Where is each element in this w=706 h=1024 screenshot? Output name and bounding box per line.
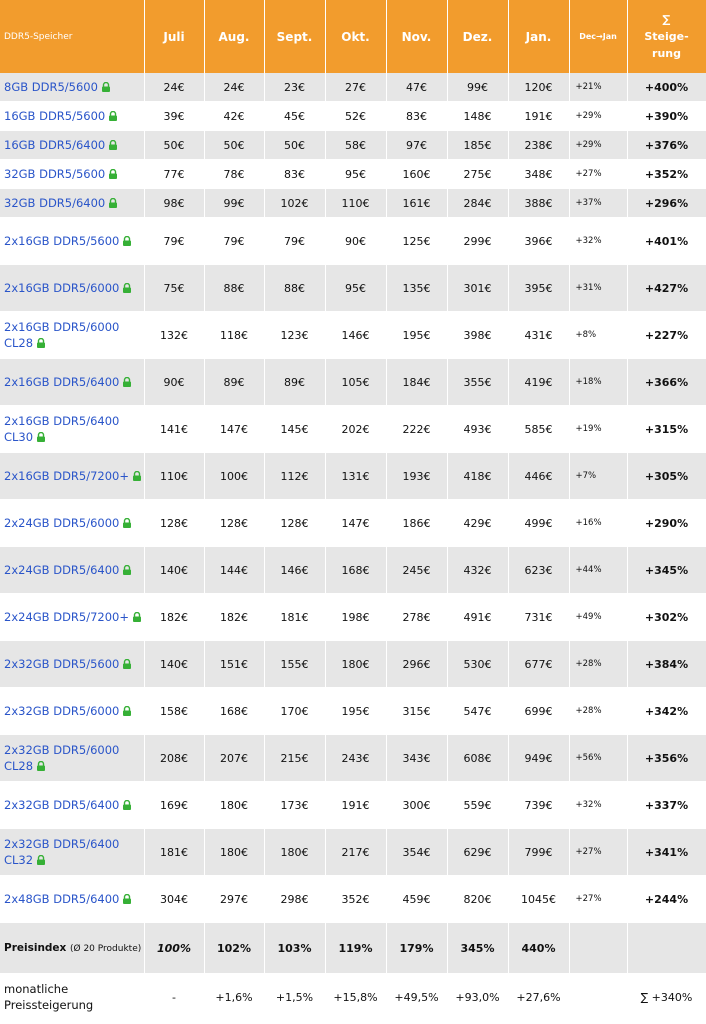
price-cell: 215€ <box>264 735 325 782</box>
price-cell: 180€ <box>325 641 386 688</box>
product-link[interactable]: 2x16GB DDR5/7200+ <box>4 468 130 483</box>
product-link[interactable]: 2x32GB DDR5/6000 CL28 <box>4 742 120 773</box>
price-cell: 677€ <box>508 641 569 688</box>
price-cell: 50€ <box>264 131 325 160</box>
total-increase-cell: +227% <box>627 312 706 359</box>
price-cell: 47€ <box>386 73 447 102</box>
price-cell: 184€ <box>386 359 447 406</box>
price-index-label: Preisindex <box>4 942 67 954</box>
header-month: Nov. <box>386 0 447 73</box>
price-cell: 297€ <box>204 876 264 923</box>
price-index-value: 103% <box>264 923 325 974</box>
total-increase-cell: +352% <box>627 160 706 189</box>
price-cell: 799€ <box>508 829 569 876</box>
price-cell: 100€ <box>204 453 264 500</box>
price-cell: 180€ <box>204 829 264 876</box>
price-cell: 147€ <box>204 406 264 453</box>
price-index-value: 345% <box>447 923 508 974</box>
price-cell: 169€ <box>144 782 204 829</box>
price-cell: 432€ <box>447 547 508 594</box>
price-cell: 949€ <box>508 735 569 782</box>
price-cell: 125€ <box>386 218 447 265</box>
total-increase-cell: +305% <box>627 453 706 500</box>
price-cell: 135€ <box>386 265 447 312</box>
lock-icon <box>122 234 132 250</box>
price-cell: 170€ <box>264 688 325 735</box>
table-header-row <box>0 0 706 73</box>
table-row <box>0 102 706 131</box>
price-cell: 168€ <box>204 688 264 735</box>
product-link[interactable]: 2x32GB DDR5/6000 <box>4 703 120 718</box>
price-cell: 50€ <box>204 131 264 160</box>
lock-icon <box>122 563 132 579</box>
header-product: DDR5-Speicher <box>0 0 144 73</box>
price-cell: 128€ <box>204 500 264 547</box>
price-cell: 24€ <box>144 73 204 102</box>
price-cell: 419€ <box>508 359 569 406</box>
total-increase-cell: +400% <box>627 73 706 102</box>
product-cell <box>0 312 144 359</box>
product-link[interactable]: 32GB DDR5/5600 <box>4 166 106 181</box>
price-cell: 629€ <box>447 829 508 876</box>
price-index-label-cell <box>0 923 144 974</box>
table-row <box>0 500 706 547</box>
dec-jan-cell: +21% <box>569 73 627 102</box>
header-month: Jan. <box>508 0 569 73</box>
monthly-increase-label: monatliche Preissteigerung <box>0 974 144 1021</box>
price-cell: 493€ <box>447 406 508 453</box>
lock-icon <box>122 892 132 908</box>
lock-icon <box>36 336 46 352</box>
price-cell: 173€ <box>264 782 325 829</box>
price-cell: 99€ <box>204 189 264 218</box>
price-cell: 238€ <box>508 131 569 160</box>
price-cell: 144€ <box>204 547 264 594</box>
dec-jan-cell: +27% <box>569 829 627 876</box>
price-cell: 195€ <box>386 312 447 359</box>
price-cell: 132€ <box>144 312 204 359</box>
header-month: Aug. <box>204 0 264 73</box>
price-cell: 155€ <box>264 641 325 688</box>
price-cell: 348€ <box>508 160 569 189</box>
monthly-increase-value: +27,6% <box>508 974 569 1021</box>
price-index-value: 100% <box>144 923 204 974</box>
price-cell: 140€ <box>144 641 204 688</box>
monthly-increase-row <box>0 974 706 1021</box>
lock-icon <box>122 516 132 532</box>
product-cell <box>0 73 144 102</box>
price-cell: 131€ <box>325 453 386 500</box>
price-cell: 128€ <box>144 500 204 547</box>
price-cell: 429€ <box>447 500 508 547</box>
price-cell: 222€ <box>386 406 447 453</box>
price-cell: 97€ <box>386 131 447 160</box>
price-cell: 112€ <box>264 453 325 500</box>
lock-icon <box>108 138 118 154</box>
price-cell: 58€ <box>325 131 386 160</box>
dec-jan-cell: +49% <box>569 594 627 641</box>
total-increase-cell: +342% <box>627 688 706 735</box>
price-index-value: 102% <box>204 923 264 974</box>
lock-icon <box>101 80 111 96</box>
price-cell: 547€ <box>447 688 508 735</box>
price-cell: 146€ <box>325 312 386 359</box>
monthly-increase-value: +1,6% <box>204 974 264 1021</box>
product-cell <box>0 265 144 312</box>
product-link[interactable]: 2x32GB DDR5/6400 CL32 <box>4 836 120 867</box>
table-row <box>0 406 706 453</box>
lock-icon <box>122 704 132 720</box>
price-cell: 79€ <box>144 218 204 265</box>
price-cell: 191€ <box>325 782 386 829</box>
price-cell: 354€ <box>386 829 447 876</box>
product-cell <box>0 453 144 500</box>
table-row <box>0 453 706 500</box>
price-cell: 23€ <box>264 73 325 102</box>
product-link[interactable]: 2x24GB DDR5/7200+ <box>4 609 130 624</box>
dec-jan-cell: +44% <box>569 547 627 594</box>
price-cell: 39€ <box>144 102 204 131</box>
dec-jan-cell: +28% <box>569 688 627 735</box>
price-cell: 491€ <box>447 594 508 641</box>
price-cell: 90€ <box>144 359 204 406</box>
table-row <box>0 73 706 102</box>
sum-symbol: ∑ <box>662 13 671 26</box>
price-cell: 355€ <box>447 359 508 406</box>
total-increase-cell: +401% <box>627 218 706 265</box>
price-cell: 623€ <box>508 547 569 594</box>
empty-cell <box>569 923 627 974</box>
total-increase-cell: +427% <box>627 265 706 312</box>
table-row <box>0 218 706 265</box>
empty-cell <box>627 923 706 974</box>
lock-icon <box>36 759 46 775</box>
price-cell: 83€ <box>264 160 325 189</box>
product-link[interactable]: 2x32GB DDR5/5600 <box>4 656 120 671</box>
price-cell: 185€ <box>447 131 508 160</box>
product-link[interactable]: 2x48GB DDR5/6400 <box>4 891 120 906</box>
total-increase-cell: +376% <box>627 131 706 160</box>
dec-jan-cell: +31% <box>569 265 627 312</box>
price-cell: 75€ <box>144 265 204 312</box>
dec-jan-cell: +29% <box>569 102 627 131</box>
price-cell: 98€ <box>144 189 204 218</box>
dec-jan-cell: +18% <box>569 359 627 406</box>
total-increase-cell: +244% <box>627 876 706 923</box>
price-cell: 217€ <box>325 829 386 876</box>
table-row <box>0 160 706 189</box>
product-link[interactable]: 2x16GB DDR5/6000 CL28 <box>4 319 120 350</box>
price-cell: 186€ <box>386 500 447 547</box>
price-cell: 79€ <box>264 218 325 265</box>
price-cell: 699€ <box>508 688 569 735</box>
price-index-value: 179% <box>386 923 447 974</box>
price-cell: 315€ <box>386 688 447 735</box>
price-cell: 395€ <box>508 265 569 312</box>
price-cell: 459€ <box>386 876 447 923</box>
product-cell <box>0 131 144 160</box>
price-cell: 77€ <box>144 160 204 189</box>
price-cell: 161€ <box>386 189 447 218</box>
product-link[interactable]: 8GB DDR5/5600 <box>4 79 98 94</box>
lock-icon <box>108 167 118 183</box>
price-cell: 193€ <box>386 453 447 500</box>
dec-jan-cell: +27% <box>569 876 627 923</box>
table-row <box>0 782 706 829</box>
dec-jan-cell: +28% <box>569 641 627 688</box>
price-cell: 207€ <box>204 735 264 782</box>
price-index-value: 119% <box>325 923 386 974</box>
price-cell: 180€ <box>204 782 264 829</box>
price-index-note: (Ø 20 Produkte) <box>70 944 142 954</box>
product-cell <box>0 547 144 594</box>
dec-jan-cell: +37% <box>569 189 627 218</box>
product-cell <box>0 218 144 265</box>
product-cell <box>0 688 144 735</box>
price-cell: 298€ <box>264 876 325 923</box>
total-increase-cell: +341% <box>627 829 706 876</box>
product-cell <box>0 829 144 876</box>
lock-icon <box>108 196 118 212</box>
product-cell <box>0 876 144 923</box>
product-link[interactable]: 2x16GB DDR5/6400 CL30 <box>4 413 120 444</box>
product-cell <box>0 359 144 406</box>
price-cell: 95€ <box>325 265 386 312</box>
price-cell: 181€ <box>144 829 204 876</box>
price-cell: 89€ <box>264 359 325 406</box>
price-cell: 446€ <box>508 453 569 500</box>
price-cell: 105€ <box>325 359 386 406</box>
price-cell: 299€ <box>447 218 508 265</box>
price-cell: 110€ <box>144 453 204 500</box>
price-cell: 1045€ <box>508 876 569 923</box>
header-steigerung <box>627 0 706 73</box>
product-link[interactable]: 2x24GB DDR5/6400 <box>4 562 120 577</box>
table-row <box>0 594 706 641</box>
product-cell <box>0 735 144 782</box>
header-month: Sept. <box>264 0 325 73</box>
table-row <box>0 735 706 782</box>
price-cell: 820€ <box>447 876 508 923</box>
price-cell: 102€ <box>264 189 325 218</box>
price-cell: 418€ <box>447 453 508 500</box>
dec-jan-cell: +56% <box>569 735 627 782</box>
price-cell: 304€ <box>144 876 204 923</box>
price-cell: 42€ <box>204 102 264 131</box>
price-cell: 731€ <box>508 594 569 641</box>
product-link[interactable]: 2x24GB DDR5/6000 <box>4 515 120 530</box>
lock-icon <box>122 657 132 673</box>
price-cell: 158€ <box>144 688 204 735</box>
dec-jan-cell: +32% <box>569 782 627 829</box>
product-link[interactable]: 2x32GB DDR5/6400 <box>4 797 120 812</box>
total-increase-cell: +302% <box>627 594 706 641</box>
price-cell: 300€ <box>386 782 447 829</box>
total-increase-cell: +366% <box>627 359 706 406</box>
header-steigerung-line2: rung <box>652 47 681 60</box>
price-cell: 243€ <box>325 735 386 782</box>
price-cell: 89€ <box>204 359 264 406</box>
price-cell: 191€ <box>508 102 569 131</box>
lock-icon <box>108 109 118 125</box>
price-cell: 284€ <box>447 189 508 218</box>
header-month: Dez. <box>447 0 508 73</box>
price-cell: 168€ <box>325 547 386 594</box>
empty-cell <box>569 974 627 1021</box>
price-cell: 95€ <box>325 160 386 189</box>
dec-jan-cell: +19% <box>569 406 627 453</box>
price-cell: 431€ <box>508 312 569 359</box>
table-row <box>0 547 706 594</box>
price-cell: 396€ <box>508 218 569 265</box>
lock-icon <box>132 469 142 485</box>
price-cell: 530€ <box>447 641 508 688</box>
header-month: Okt. <box>325 0 386 73</box>
dec-jan-cell: +16% <box>569 500 627 547</box>
product-link[interactable]: 2x16GB DDR5/6400 <box>4 374 120 389</box>
price-cell: 608€ <box>447 735 508 782</box>
table-row <box>0 688 706 735</box>
price-cell: 148€ <box>447 102 508 131</box>
price-cell: 301€ <box>447 265 508 312</box>
price-cell: 181€ <box>264 594 325 641</box>
total-increase-cell: +384% <box>627 641 706 688</box>
price-cell: 245€ <box>386 547 447 594</box>
price-cell: 27€ <box>325 73 386 102</box>
product-cell <box>0 782 144 829</box>
price-cell: 208€ <box>144 735 204 782</box>
total-increase-cell: +345% <box>627 547 706 594</box>
product-link[interactable]: 2x16GB DDR5/5600 <box>4 233 120 248</box>
price-cell: 275€ <box>447 160 508 189</box>
header-steigerung-line1: Steige- <box>644 30 689 43</box>
product-cell <box>0 102 144 131</box>
monthly-increase-value: - <box>144 974 204 1021</box>
lock-icon <box>36 853 46 869</box>
table-row <box>0 641 706 688</box>
price-cell: 151€ <box>204 641 264 688</box>
price-cell: 398€ <box>447 312 508 359</box>
price-cell: 180€ <box>264 829 325 876</box>
product-cell <box>0 500 144 547</box>
lock-icon <box>122 375 132 391</box>
price-cell: 99€ <box>447 73 508 102</box>
price-cell: 45€ <box>264 102 325 131</box>
price-cell: 559€ <box>447 782 508 829</box>
price-cell: 352€ <box>325 876 386 923</box>
price-cell: 146€ <box>264 547 325 594</box>
total-increase-cell: +290% <box>627 500 706 547</box>
dec-jan-cell: +32% <box>569 218 627 265</box>
price-cell: 145€ <box>264 406 325 453</box>
price-cell: 140€ <box>144 547 204 594</box>
dec-jan-cell: +7% <box>569 453 627 500</box>
monthly-increase-value: +49,5% <box>386 974 447 1021</box>
price-cell: 120€ <box>508 73 569 102</box>
price-cell: 128€ <box>264 500 325 547</box>
monthly-increase-value: +93,0% <box>447 974 508 1021</box>
price-cell: 78€ <box>204 160 264 189</box>
price-cell: 110€ <box>325 189 386 218</box>
table-row <box>0 829 706 876</box>
price-cell: 123€ <box>264 312 325 359</box>
dec-jan-cell: +8% <box>569 312 627 359</box>
price-cell: 24€ <box>204 73 264 102</box>
product-cell <box>0 160 144 189</box>
table-row <box>0 265 706 312</box>
product-link[interactable]: 32GB DDR5/6400 <box>4 195 106 210</box>
total-increase-cell: +390% <box>627 102 706 131</box>
price-cell: 499€ <box>508 500 569 547</box>
total-increase-cell: +296% <box>627 189 706 218</box>
monthly-total: ∑ +340% <box>627 974 706 1021</box>
price-cell: 202€ <box>325 406 386 453</box>
monthly-increase-value: +15,8% <box>325 974 386 1021</box>
price-cell: 195€ <box>325 688 386 735</box>
header-month: Juli <box>144 0 204 73</box>
price-cell: 182€ <box>204 594 264 641</box>
price-index-row <box>0 923 706 974</box>
price-cell: 739€ <box>508 782 569 829</box>
price-index-value: 440% <box>508 923 569 974</box>
price-cell: 52€ <box>325 102 386 131</box>
product-cell <box>0 641 144 688</box>
product-link[interactable]: 16GB DDR5/5600 <box>4 108 106 123</box>
table-row <box>0 359 706 406</box>
price-cell: 50€ <box>144 131 204 160</box>
total-increase-cell: +315% <box>627 406 706 453</box>
product-cell <box>0 406 144 453</box>
price-cell: 343€ <box>386 735 447 782</box>
price-cell: 585€ <box>508 406 569 453</box>
price-cell: 182€ <box>144 594 204 641</box>
price-cell: 83€ <box>386 102 447 131</box>
dec-jan-cell: +29% <box>569 131 627 160</box>
price-cell: 160€ <box>386 160 447 189</box>
total-increase-cell: +337% <box>627 782 706 829</box>
product-cell <box>0 594 144 641</box>
lock-icon <box>122 798 132 814</box>
price-cell: 90€ <box>325 218 386 265</box>
table-row <box>0 189 706 218</box>
product-link[interactable]: 2x16GB DDR5/6000 <box>4 280 120 295</box>
price-cell: 79€ <box>204 218 264 265</box>
monthly-increase-value: +1,5% <box>264 974 325 1021</box>
dec-jan-cell: +27% <box>569 160 627 189</box>
price-cell: 88€ <box>204 265 264 312</box>
lock-icon <box>122 281 132 297</box>
header-dec-jan: Dec→Jan <box>569 0 627 73</box>
table-row <box>0 876 706 923</box>
product-link[interactable]: 16GB DDR5/6400 <box>4 137 106 152</box>
total-increase-cell: +356% <box>627 735 706 782</box>
lock-icon <box>36 430 46 446</box>
price-cell: 147€ <box>325 500 386 547</box>
price-cell: 198€ <box>325 594 386 641</box>
price-cell: 278€ <box>386 594 447 641</box>
price-cell: 296€ <box>386 641 447 688</box>
lock-icon <box>132 610 142 626</box>
product-cell <box>0 189 144 218</box>
price-cell: 141€ <box>144 406 204 453</box>
table-row <box>0 312 706 359</box>
price-cell: 388€ <box>508 189 569 218</box>
table-row <box>0 131 706 160</box>
price-cell: 88€ <box>264 265 325 312</box>
price-cell: 118€ <box>204 312 264 359</box>
